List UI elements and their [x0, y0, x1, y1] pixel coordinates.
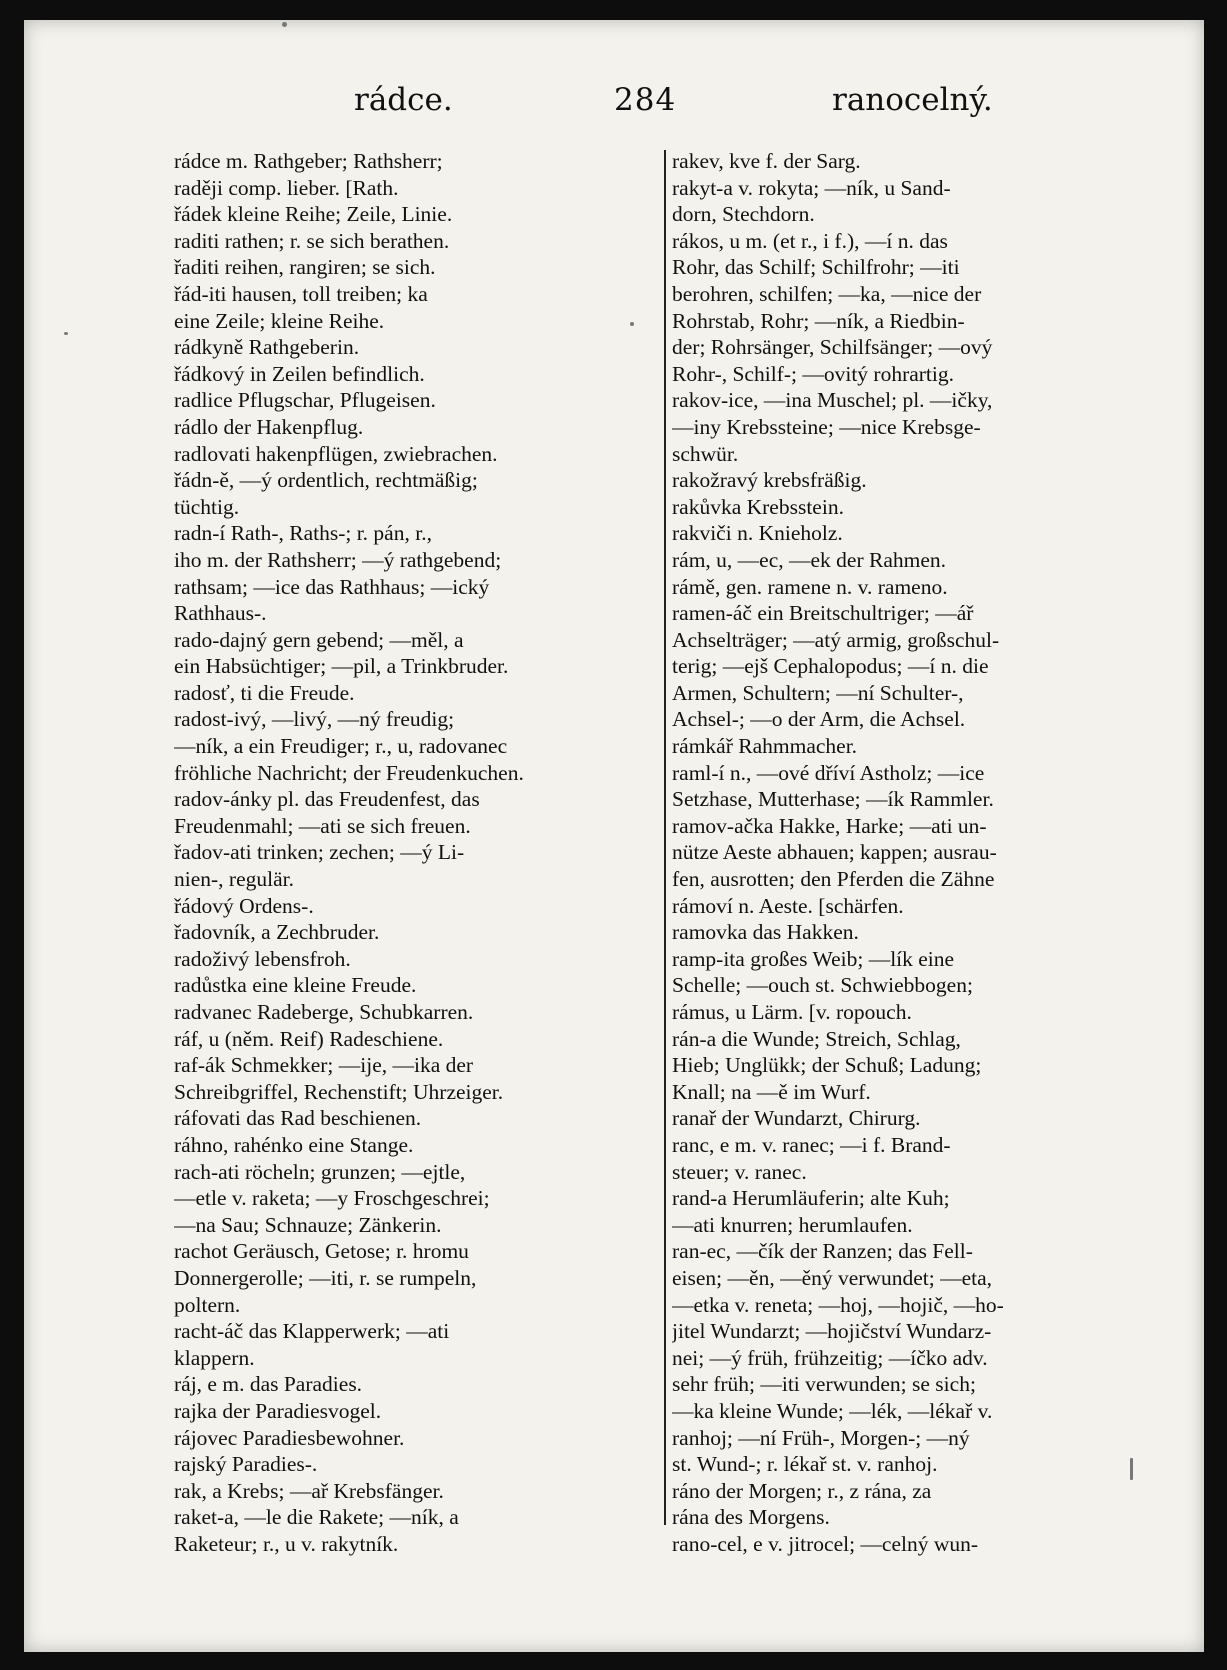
entry-line: rámě, gen. ramene n. v. rameno.: [672, 574, 948, 599]
entry-line: radosť, ti die Freude.: [174, 680, 355, 705]
page-number: 284: [614, 82, 677, 118]
entry-line: rajský Paradies-.: [174, 1452, 318, 1477]
entry-line: Schelle; —ouch st. Schwiebbogen;: [672, 973, 973, 998]
entry-line: eisen; —ěn, —ěný verwundet; —eta,: [672, 1265, 993, 1290]
entry-line: —ati knurren; herumlaufen.: [672, 1212, 913, 1237]
header-first-entry: rádce.: [354, 82, 453, 118]
entry-line: fen, ausrotten; den Pferden die Zähne: [672, 867, 995, 892]
entry-line: rám, u, —ec, —ek der Rahmen.: [672, 547, 947, 572]
entry-line: rán-a die Wunde; Streich, Schlag,: [672, 1026, 961, 1051]
entry-line: ramen-áč ein Breitschultriger; —ář: [672, 601, 974, 626]
entry-line: rand-a Herumläuferin; alte Kuh;: [672, 1186, 950, 1211]
entry-line: ramovka das Hakken.: [672, 920, 859, 945]
entry-line: ráno der Morgen; r., z rána, za: [672, 1478, 932, 1503]
entry-line: radlice Pflugschar, Pflugeisen.: [174, 388, 436, 413]
entry-line: ranc, e m. v. ranec; —i f. Brand-: [672, 1132, 951, 1157]
entry-line: rákos, u m. (et r., i f.), —í n. das: [672, 228, 948, 253]
right-column: [672, 148, 1130, 1557]
entry-line: nütze Aeste abhauen; kappen; ausrau-: [672, 840, 997, 865]
entry-line: Hieb; Unglükk; der Schuß; Ladung;: [672, 1053, 982, 1078]
print-speck: [64, 332, 68, 335]
entry-line: radvanec Radeberge, Schubkarren.: [174, 1000, 474, 1024]
entry-line: rakyt-a v. rokyta; —ník, u Sand-: [672, 175, 951, 200]
entry-line: ein Habsüchtiger; —pil, a Trinkbruder.: [174, 654, 509, 679]
entry-line: dorn, Stechdorn.: [672, 202, 815, 227]
entry-line: —etka v. reneta; —hoj, —hojič, —ho-: [672, 1292, 1004, 1317]
entry-line: —ník, a ein Freudiger; r., u, radovanec: [174, 734, 508, 759]
entry-line: poltern.: [174, 1292, 241, 1317]
entry-line: řaditi reihen, rangiren; se sich.: [174, 255, 436, 280]
print-speck: [630, 322, 634, 326]
entry-line: rádce m. Rathgeber; Rathsherr;: [174, 149, 443, 173]
entry-line: Raketeur; r., u v. rakytník.: [174, 1531, 399, 1556]
entry-line: Rathhaus-.: [174, 601, 267, 626]
entry-line: řádový Ordens-.: [174, 893, 314, 918]
entry-line: tüchtig.: [174, 494, 240, 519]
entry-line: raml-í n., —ové dříví Astholz; —ice: [672, 760, 985, 785]
entry-line: schwür.: [672, 441, 739, 466]
entry-line: Knall; na —ě im Wurf.: [672, 1079, 871, 1104]
entry-line: radoživý lebensfroh.: [174, 946, 351, 971]
entry-line: rána des Morgens.: [672, 1505, 830, 1530]
entry-line: raditi rathen; r. se sich berathen.: [174, 228, 450, 253]
entry-line: rakůvka Krebsstein.: [672, 494, 844, 519]
entry-line: rámoví n. Aeste. [schärfen.: [672, 893, 904, 918]
entry-line: sehr früh; —iti verwunden; se sich;: [672, 1372, 976, 1397]
entry-line: eine Zeile; kleine Reihe.: [174, 308, 385, 333]
entry-line: rak, a Krebs; —ař Krebsfänger.: [174, 1478, 444, 1503]
entry-line: klappern.: [174, 1345, 255, 1370]
entry-line: rajka der Paradiesvogel.: [174, 1398, 382, 1423]
entry-line: Schreibgriffel, Rechenstift; Uhrzeiger.: [174, 1079, 504, 1104]
header-last-entry: ranocelný.: [832, 82, 993, 118]
entry-line: rámus, u Lärm. [v. ropouch.: [672, 1000, 912, 1024]
entry-line: řád-iti hausen, toll treiben; ka: [174, 281, 428, 306]
entry-line: rathsam; —ice das Rathhaus; —ický: [174, 574, 490, 599]
entry-line: ráhno, rahénko eine Stange.: [174, 1132, 414, 1157]
entry-line: rádkyně Rathgeberin.: [174, 335, 360, 360]
entry-line: —iny Krebssteine; —nice Krebsge-: [672, 414, 981, 439]
entry-line: ráj, e m. das Paradies.: [174, 1372, 363, 1397]
entry-line: radost-ivý, —livý, —ný freudig;: [174, 707, 455, 732]
entry-line: Armen, Schultern; —ní Schulter-,: [672, 680, 964, 705]
entry-line: Achsel-; —o der Arm, die Achsel.: [672, 707, 966, 732]
entry-line: der; Rohrsänger, Schilfsänger; —ový: [672, 335, 993, 360]
entry-line: terig; —ejš Cephalopodus; —í n. die: [672, 654, 989, 679]
entry-line: racht-áč das Klapperwerk; —ati: [174, 1319, 450, 1344]
entry-line: rakev, kve f. der Sarg.: [672, 149, 861, 173]
entry-line: nei; —ý früh, frühzeitig; —íčko adv.: [672, 1345, 988, 1370]
entry-line: řádn-ě, —ý ordentlich, rechtmäßig;: [174, 468, 478, 493]
entry-line: radůstka eine kleine Freude.: [174, 973, 417, 998]
entry-line: rado-dajný gern gebend; —měl, a: [174, 627, 464, 652]
entry-line: rakožravý krebsfräßig.: [672, 468, 867, 493]
entry-line: radlovati hakenpflügen, zwiebrachen.: [174, 441, 498, 466]
entry-line: rakov-ice, —ina Muschel; pl. —ičky,: [672, 388, 993, 413]
entry-line: —ka kleine Wunde; —lék, —lékař v.: [672, 1398, 993, 1423]
entry-line: Donnergerolle; —iti, r. se rumpeln,: [174, 1265, 477, 1290]
entry-line: rádlo der Hakenpflug.: [174, 414, 364, 439]
entry-line: řádek kleine Reihe; Zeile, Linie.: [174, 202, 453, 227]
entry-line: ranař der Wundarzt, Chirurg.: [672, 1106, 921, 1131]
entry-line: rájovec Paradiesbewohner.: [174, 1425, 405, 1450]
entry-line: řadov-ati trinken; zechen; —ý Li-: [174, 840, 465, 865]
print-speck: [282, 22, 287, 27]
running-head: [24, 82, 1204, 132]
entry-line: raket-a, —le die Rakete; —ník, a: [174, 1505, 459, 1530]
entry-line: radn-í Rath-, Raths-; r. pán, r.,: [174, 521, 432, 546]
entry-line: Achselträger; —atý armig, großschul-: [672, 627, 1000, 652]
left-column: [174, 148, 662, 1557]
entry-line: st. Wund-; r. lékař st. v. ranhoj.: [672, 1452, 938, 1477]
print-speck: [1130, 1458, 1133, 1480]
entry-line: raf-ák Schmekker; —ije, —ika der: [174, 1053, 474, 1078]
entry-line: ran-ec, —čík der Ranzen; das Fell-: [672, 1239, 973, 1264]
entry-line: Rohr, das Schilf; Schilfrohr; —iti: [672, 255, 960, 280]
entry-line: raději comp. lieber. [Rath.: [174, 175, 399, 200]
entry-line: řádkový in Zeilen befindlich.: [174, 361, 425, 386]
entry-line: ráf, u (něm. Reif) Radeschiene.: [174, 1026, 444, 1051]
entry-line: nien-, regulär.: [174, 867, 294, 892]
column-divider: [664, 150, 666, 1525]
entry-line: radov-ánky pl. das Freudenfest, das: [174, 787, 480, 812]
entry-line: ramov-ačka Hakke, Harke; —ati un-: [672, 813, 987, 838]
entry-line: Rohr-, Schilf-; —ovitý rohrartig.: [672, 361, 955, 386]
entry-line: rach-ati röcheln; grunzen; —ejtle,: [174, 1159, 466, 1184]
entry-line: jitel Wundarzt; —hojičství Wundarz-: [672, 1319, 992, 1344]
entry-line: rano-cel, e v. jitrocel; —celný wun-: [672, 1531, 979, 1556]
entry-line: iho m. der Rathsherr; —ý rathgebend;: [174, 547, 502, 572]
entry-line: —na Sau; Schnauze; Zänkerin.: [174, 1212, 442, 1237]
entry-line: ramp-ita großes Weib; —lík eine: [672, 946, 955, 971]
entry-line: rachot Geräusch, Getose; r. hromu: [174, 1239, 469, 1264]
dictionary-page: [24, 20, 1204, 1652]
entry-line: Rohrstab, Rohr; —ník, a Riedbin-: [672, 308, 965, 333]
entry-line: řadovník, a Zechbruder.: [174, 920, 380, 945]
entry-line: rámkář Rahmmacher.: [672, 734, 858, 759]
entry-line: —etle v. raketa; —y Froschgeschrei;: [174, 1186, 490, 1211]
entry-line: Freudenmahl; —ati se sich freuen.: [174, 813, 471, 838]
entry-line: Setzhase, Mutterhase; —ík Rammler.: [672, 787, 994, 812]
entry-line: fröhliche Nachricht; der Freudenkuchen.: [174, 760, 524, 785]
entry-line: rakviči n. Knieholz.: [672, 521, 843, 546]
entry-line: ranhoj; —ní Früh-, Morgen-; —ný: [672, 1425, 970, 1450]
entry-line: steuer; v. ranec.: [672, 1159, 807, 1184]
entry-line: ráfovati das Rad beschienen.: [174, 1106, 422, 1131]
entry-line: berohren, schilfen; —ka, —nice der: [672, 281, 982, 306]
